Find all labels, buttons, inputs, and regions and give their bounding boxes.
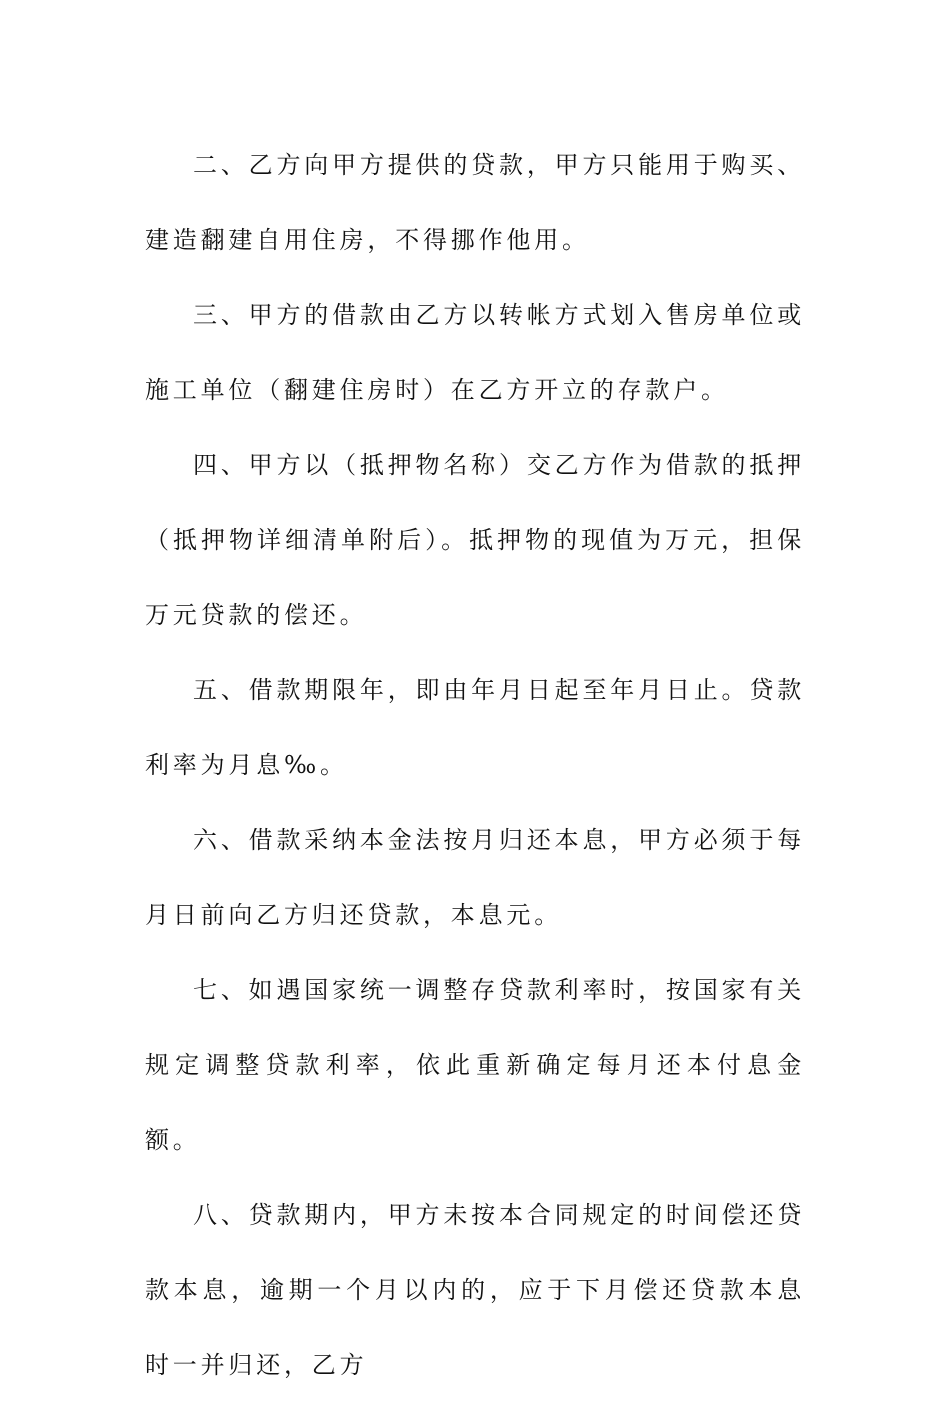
clause-6-paragraph: 六、借款采纳本金法按月归还本息，甲方必须于每月日前向乙方归还贷款，本息元。 xyxy=(145,826,805,929)
clause-8-paragraph: 八、贷款期内，甲方未按本合同规定的时间偿还贷款本息，逾期一个月以内的，应于下月偿还贷款本息时一并归还，乙方 xyxy=(145,1201,805,1379)
clause-2-paragraph: 二、乙方向甲方提供的贷款，甲方只能用于购买、建造翻建自用住房，不得挪作他用。 xyxy=(145,151,805,254)
contract-body xyxy=(145,128,805,1403)
clause-3-paragraph: 三、甲方的借款由乙方以转帐方式划入售房单位或施工单位（翻建住房时）在乙方开立的存款户。 xyxy=(145,301,805,404)
clause-4-paragraph: 四、甲方以（抵押物名称）交乙方作为借款的抵押（抵押物详细清单附后）。抵押物的现值为万元，担保万元贷款的偿还。 xyxy=(145,451,805,629)
clause-7-paragraph: 七、如遇国家统一调整存贷款利率时，按国家有关规定调整贷款利率，依此重新确定每月还本付息金额。 xyxy=(145,976,805,1154)
clause-5-paragraph: 五、借款期限年，即由年月日起至年月日止。贷款利率为月息‰。 xyxy=(145,676,805,779)
